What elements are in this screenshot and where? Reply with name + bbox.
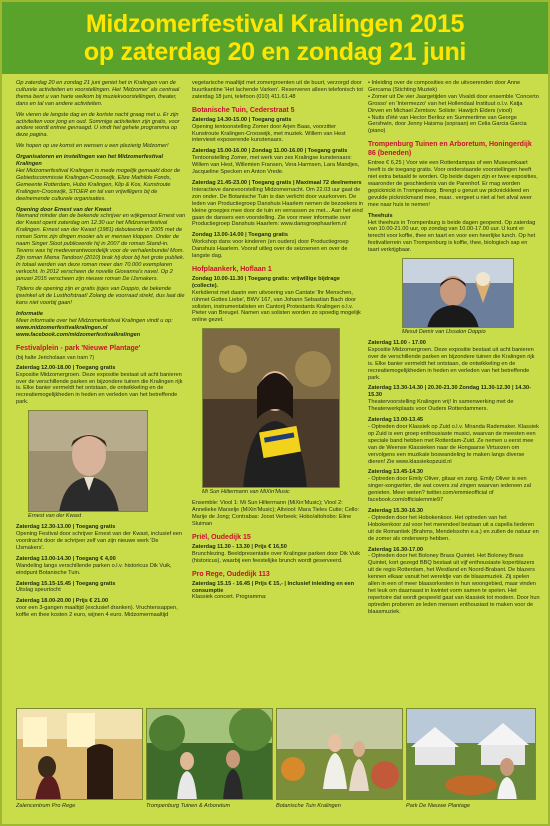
event-time: Zaterdag 15.15 - 16.45 | Prijs € 15,- | Inclusief inleiding en een consumptie <box>192 580 354 594</box>
event-text: Entree € 6,25 | Voor wie een Rotterdampas of een Museumkaart heeft is de toegang gratis. Voor onderstaande voorstellingen heeft niet extra betaald te worden. Op beide dagen zijn er twee exposities, waaronder de geschiedenis van de Parenhof. Er mag worden gepicknickt in Trompenburg. Brengt u gerust uw picknickkleed en gevulde picknickmand mee, maar.. vergeet u niet al het afval weer mee naar huis te nemen! <box>368 160 538 208</box>
event-time: Zaterdag 12.30-13.00 | Toegang gratis <box>16 524 116 531</box>
event-text: Tentoonstelling Zomer, met werk van zes Kralingse kunstenaars: Willem van Hest, Willemien Fransen, Vera Harmsen, Lara Mandjes, Jacqueline Specken en Anton Vrede. <box>192 155 360 176</box>
market-tent-illustration <box>407 709 536 800</box>
event-text: Wandeling langs verschillende parken o.l.v. historicus Dik Vuik, eindpunt Botanische Tuin. <box>16 562 172 576</box>
event-text: Interactieve dansvoorstelling Midzomernacht. Om 22.03 uur gaat de zon onder. De Botanische Tuin is dan verlicht door vuurkorven. De leden van Productiegroep Danshuis Haarlem nemen de bezoekers in kleine groepjes mee door de tuin en verrassen ze met... Aan het eind gaan de dansers een voorstelling. Zie voor meer informatie over Productiegroep Danshuis Haarlem: www.dansgroephaarlem.nl <box>192 186 364 228</box>
program-bullet: • Inleiding over de composities en de uitvoerenden door Anne Gercama (Stichting Muziek) <box>368 80 521 93</box>
event-text: Brunchlezing. Beeldpresentatie over Kralingse parken door Dik Vuik (historicus), waarbij een feestelijke brunch wordt geserveerd. <box>192 550 361 564</box>
event-text: - Optreden door het Boloney Brass Quintet. Het Boloney Brass Quintet, kort gezegd BBQ bestaat uit vijf enthousiaste koperblazers uit de regio Rotterdam, het Westland en Noord-Brabant. De blazers kennen elkaar vanuit het wereldje van de blaasmuziek. Zij spelen allen in een of meer blaasorkesten in hun woongebied, maar vinden het leuk om daarnaast in kwintet vorm samen te spelen. Het repertoire dat wordt gespeeld gaat van klassiek tot modern. Door hun optreden proberen ze leden mensen enthousiast te maken voor de blaasmuziek. <box>368 553 540 615</box>
photo-strip <box>16 708 536 812</box>
section-hofplaankerk: Hofplaankerk, Hoflaan 1 <box>192 265 272 273</box>
info-link-facebook[interactable]: www.facebook.com/midzomerfestivalkralingen <box>16 331 141 338</box>
event-time: Zaterdag 13.45-14.30 <box>368 469 424 476</box>
photo-mi-sun <box>202 328 340 488</box>
photo-pro-rege <box>16 708 143 800</box>
info-text: Meer informatie over het Midzomerfestival Kralingen vindt u op: <box>16 318 173 325</box>
ice-cream-man-illustration <box>403 259 514 328</box>
section-botanische-tuin: Botanische Tuin, Cederstraat 5 <box>192 106 295 114</box>
event-time: Zondag 13.00-14.00 | Toegang gratis <box>192 232 288 239</box>
organisers-text: Het Midzomerfestival Kralingen is mede mogelijk gemaakt door de Gebiedscommissie Kralingen-Crooswijk, Elize Mathilde Fonds, Gemeente Rotterdam, Hubo Kralingen, Klip & Kos, Kunstroute Kralingen-Crooswijk, STOER en tal van vrijwilligers bij de deelnemende culturele organisaties. <box>16 167 181 202</box>
opening-title: Opening door Ernest van der Kwast <box>16 206 112 213</box>
opening-text: Niemand minder dan de bekende schrijver en wijkgenoot Ernest van der Kwast opent zaterdag om 12.30 uur het Midzomerfestival Kralingen. Ernest van der Kwast (1981) debuteerde in 2005 met de roman Soms zijn dingen mooier als er mensen kloppen. Onder de naam Singer Sloot publiceerde hij in 2007 de roman Stand-in. Tevens was hij medeverantwoordelijk voor de verhalenbundel Mom. Zijn roman Mama Tandoori (2010) brak hij door bij het grote publiek. In totaal werden van deze roman meer dan 70.000 exemplaren verkocht. In 2012 verscheen de novelle Giovanna's navel. Op 2 januari 2015 verscheen zijn nieuwe roman De IJsmakers. <box>16 213 186 282</box>
event-text: Workshop dans voor kinderen (en ouders) door Productiegroep Danshuis Haarlem. Vooraf uitleg over de seizoenen en over de langste dag. <box>192 239 349 260</box>
event-time: Zaterdag 12.00-18.00 | Toegang gratis <box>16 364 116 371</box>
event-time: Zaterdag 18.00-20.00 | Prijs € 21.00 <box>16 598 109 605</box>
event-time: Zaterdag 15.00-16.00 | Zondag 11.00-16.00 | Toegang gratis <box>192 148 348 155</box>
event-time: Zaterdag 15.15-15.45 | Toegang gratis <box>16 580 116 587</box>
photo-caption-ernest: Ernest van der Kwast <box>28 513 82 520</box>
photo-nieuwe-plantage <box>406 708 536 800</box>
event-time: Zaterdag 13.00-14.30 | Toegang € 4,00 <box>16 555 116 562</box>
event-text: Opening tentoonstelling Zomer door Arjen Baas, voorzitter Kunstroute Kralingen-Crooswijk, met muziek. Willem van Hest interviewt exposerende kunstenaars. <box>192 123 346 144</box>
event-text: Uitslag speurtocht <box>16 587 61 594</box>
event-time: Zaterdag 13.30-14.30 | 20.30-21.30 Zondag 11.30-12.30 | 14.30-15.30 <box>368 385 531 399</box>
event-text: - Optreden door Emily Oliver, gitaar en zang. Emily Oliver is een singer-songwriter, die wat covers zal zingen waarvan iedereen zal genieten. Meer weten? twitter.com/emmieofficial of facebook.com/officialemmie97 <box>368 476 531 504</box>
organisers-title: Organisatoren en instellingen van het Midzomerfestival Kralingen <box>16 154 164 168</box>
poster-header <box>2 2 548 74</box>
section-festivalplein: Festivalplein - park 'Nieuwe Plantage' <box>16 344 141 352</box>
photo-caption-botanische-tuin: Botanische Tuin Kralingen <box>276 803 341 809</box>
event-time: Zaterdag 15.30-16.30 <box>368 507 424 514</box>
event-time: Zaterdag 14.30-15.00 | Toegang gratis <box>192 116 292 123</box>
photo-botanische-tuin <box>276 708 403 800</box>
section-trompenburg: Trompenburg Tuinen en Arboretum, Honingerdijk 86 (beneden) <box>368 141 532 158</box>
ensemble-text: Ensemble: Viool 1: Mi Sun Hiltermann (MiXin'Music); Viool 2: Annelieke Marselje (MiXin'Music); Altviool: Mara Tieles Cutie; Cello: Marije de Jong; Contrabas: Joost Verbeek; Hobo/altohobo: Eline Sluiman <box>192 500 360 527</box>
photo-caption-mi-sun: Mi Sun Hiltermann van MiXin'Music <box>202 489 290 496</box>
event-time: Zaterdag 16.30-17.00 <box>368 546 424 553</box>
program-bullet: • Zomer uit De vier Jaargetijden van Vivaldi door ensemble 'Concerto Grosso' en 'Intermezzo' van het Hollendaal Instituut o.l.v. Katja Dirven en Michael Zemtsov. Soliste: Hawijch Elders (viool) <box>368 93 539 114</box>
dancers-illustration <box>277 709 403 800</box>
intro-text-3: We hopen op uw komst en wensen u een plezierig Midzomer! <box>16 143 169 150</box>
event-time: Zaterdag 21.45-23.00 | Toegang gratis | Maximaal 72 deelnemers <box>192 179 362 186</box>
event-text: Expositie Midzomergroen. Deze expositie bestaat uit acht banieren over de verschillende parken en bijzondere tuinen die Kralingen rijk is. Elke banier vermeldt het ontstaan, de ontwikkeling en de recreatiemogelijkheden in heden en verleden van het betreffende park. <box>368 346 535 381</box>
section-festivalplein-sub: (bij halte Jericholaan van tram 7) <box>16 354 95 361</box>
poster-title: Midzomerfestival Kralingen 2015 <box>85 10 465 38</box>
photo-caption-trompenburg: Trompenburg Tuinen & Arboretum <box>146 803 231 809</box>
theehuis-text: Het theehuis in Trompenburg is beide dagen geopend. Op zaterdag van 10.00-21.00 uur, op zondag van 10.00-17.00 uur. U kunt er terecht voor koffie, thee en taart en voor een heerlijke lunch. Op het festivalterrein van Trompenburg is koffie, thee, biologisch sap en taart verkrijgbaar. <box>368 219 536 254</box>
intro-text: Op zaterdag 20 en zondag 21 juni geniet het in Kralingen van de culturele activiteiten en voorstellingen. Het 'Midzomer' als centraal thema bent u van harte welkom bij muziekvoorstellingen, theater, dans en tal van andere activiteiten. <box>16 80 180 107</box>
musician-illustration <box>203 329 340 488</box>
event-text: Theatervoorstelling Kralingen vrij! In samenwerking met de Theaterwerkplaats voor Ouders Rotterdammers. <box>368 399 514 413</box>
event-time: Zaterdag 11.00 - 17.00 <box>368 340 426 347</box>
photo-caption-pro-rege: Zalencentrum Pro Rege <box>16 803 76 809</box>
portrait-illustration <box>29 411 148 512</box>
event-text: vegetarische maaltijd met zomergroenten uit de buurt, verzorgd door buurtkantine 'Het lachende Varken'. Reserveren alleen telefonisch tot zaterdag 18 juni, telefoon (010) 411.61.48 <box>192 80 363 100</box>
program-bullet: • Nuits d'été van Hector Berlioz en Summertime van George Gershwin, door Jenny Haisma (sopraan) en Celia Garcia Garcia (piano) <box>368 114 527 135</box>
event-text: Opening Festival door schrijver Ernest van der Kwast, inclusief een voordracht door de schrijver zelf van zijn nieuwe werk 'De IJsmakers'. <box>16 531 183 551</box>
event-time: Zondag 10.00-11.30 | Toegang gratis: vrijwillige bijdrage (collecte). <box>192 275 340 289</box>
info-link-website[interactable]: www.midzomerfestivalkralingen.nl <box>16 325 108 331</box>
column-middle <box>192 80 364 635</box>
photo-mesut <box>402 258 514 328</box>
section-priel: Priël, Oudedijk 15 <box>192 533 251 541</box>
event-text: Expositie Midzomergroen. Deze expositie bestaat uit acht banieren over de verschillende parken en bijzondere tuinen die Kralingen rijk is. Elke banier vermeldt het ontstaan, de ontwikkeling en de recreatiemogelijkheden in heden en verleden van het betreffende park. <box>16 371 183 406</box>
photo-caption-mesut: Mesut Demir van IJssalon Doppio <box>402 329 486 336</box>
poster-dates: op zaterdag 20 en zondag 21 juni <box>83 38 467 66</box>
event-time: Zaterdag 11.30 - 13.30 | Prijs € 16,50 <box>192 543 287 550</box>
event-text: - Optreden door Klassiek op Zuid o.l.v. Miranda Rademaker. Klassiek op Zuid is een groep enthousiaste musici, waarvan de meesten een speciale band hebben met Rotterdam-Zuid. Ze nemen u eerst mee van de Weense Klassieken naar de Hongaarse Virtuozen om vervolgens een muzikale boswandeling te maken langs diverse dieren! Zie www.klassiekopzuid.nl <box>368 424 539 465</box>
column-right <box>368 80 540 635</box>
event-text: Kerkdienst met daarin een uitvoering van Cantate 'Ihr Menschen, rühmet Gottes Liebe', BWV 167, van Johann Sebastian Bach door solisten, instrumentalisten en Cantorij Protestants Kralingen o.l.v. Pieter van Breugel. Namen van solisten worden zo spoedig mogelijk online gezet. <box>192 289 361 324</box>
event-text: - Optreden door het Hobokenkoor. Het optreden van het Hobokenkoor zal voor het merendeel bestaan uit a capella liederen uit de Romantiek (Brahms, Mendelssohn e.a.) en zullen de natuur en de zomer als onderwerp hebben. <box>368 514 539 542</box>
info-title: Informatie <box>16 311 44 318</box>
photo-ernest <box>28 410 148 512</box>
event-text: Klassiek concert. Programma: <box>192 594 267 601</box>
garden-concert-illustration <box>147 709 273 800</box>
theehuis-title: Theehuis <box>368 212 393 219</box>
column-left <box>16 80 188 640</box>
event-time: Zaterdag 13.00-13.45 <box>368 417 424 424</box>
section-pro-rege: Pro Rege, Oudedijk 113 <box>192 570 270 578</box>
photo-trompenburg <box>146 708 273 800</box>
photo-caption-nieuwe-plantage: Park De Nieuwe Plantage <box>406 803 471 809</box>
intro-text-2: We vieren de langste dag en de kortste nacht graag met u. Er zijn activiteiten voor jong en oud. Sommige activiteiten zijn gratis, voor andere wordt entree gevraagd. U vindt het gehele programma op deze pagina. <box>16 111 180 139</box>
event-text: voor een 3-gangen maaltijd (exclusief dranken). Vruchtensappen, koffie en thee kosten 2 euro, wijnen 4 euro. Midzomermaaltijd <box>16 605 178 619</box>
opening-text-2: Tijdens de opening zijn er gratis ijsjes van Doppio, de bekende ijswinkel uit de Lusthofstraat! Zolang de voorraad strekt, dus laat die kans niet voorbij gaan! <box>16 286 185 307</box>
concert-hall-illustration <box>17 709 143 800</box>
